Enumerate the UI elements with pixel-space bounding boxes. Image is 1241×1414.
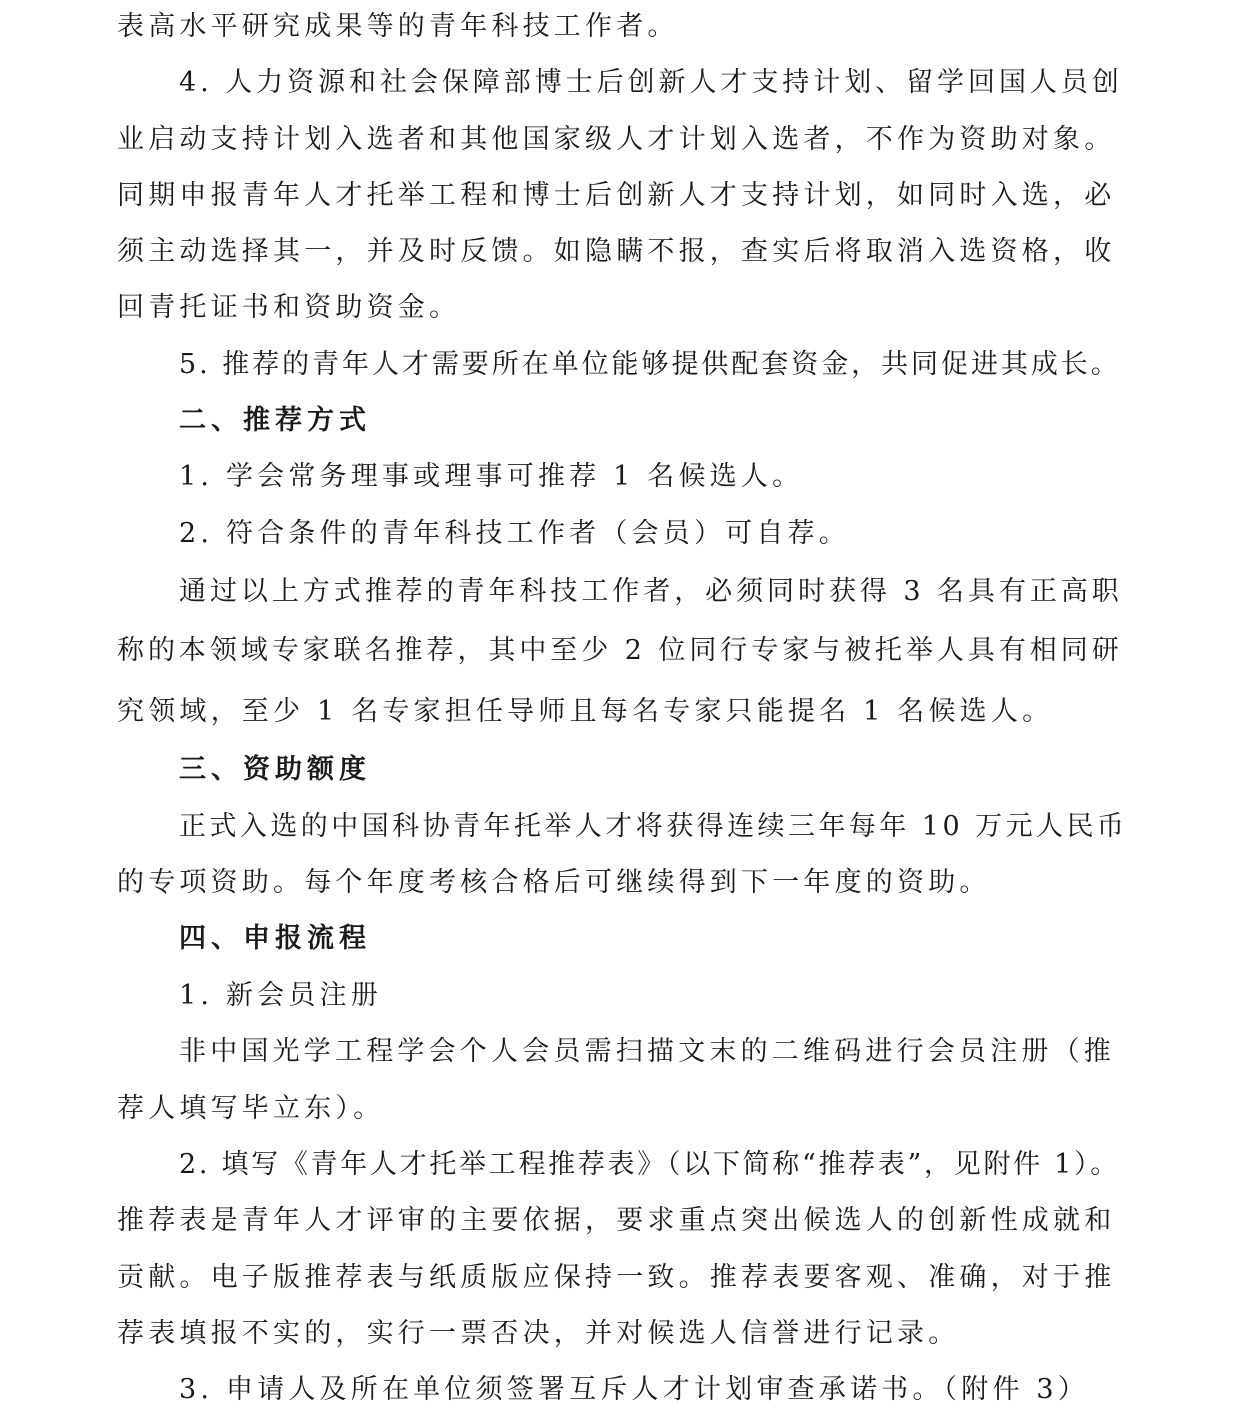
paragraph-line: 3. 申请人及所在单位须签署互斥人才计划审查承诺书。（附件 3） xyxy=(179,1374,1090,1405)
paragraph-line: 的专项资助。每个年度考核合格后可继续得到下一年度的资助。 xyxy=(117,867,991,898)
paragraph-line: 4. 人力资源和社会保障部博士后创新人才支持计划、留学回国人员创 xyxy=(179,67,1123,98)
paragraph-line: 2. 符合条件的青年科技工作者（会员）可自荐。 xyxy=(179,518,850,549)
paragraph-line: 通过以上方式推荐的青年科技工作者，必须同时获得 3 名具有正高职 xyxy=(179,576,1123,607)
paragraph-line: 正式入选的中国科协青年托举人才将获得连续三年每年 10 万元人民币 xyxy=(179,811,1128,842)
paragraph-line: 非中国光学工程学会个人会员需扫描文末的二维码进行会员注册（推 xyxy=(179,1036,1115,1067)
paragraph-line: 表高水平研究成果等的青年科技工作者。 xyxy=(117,11,679,42)
paragraph-line: 推荐表是青年人才评审的主要依据，要求重点突出候选人的创新性成就和 xyxy=(117,1205,1116,1236)
paragraph-line: 称的本领域专家联名推荐，其中至少 2 位同行专家与被托举人具有相同研 xyxy=(117,635,1123,666)
paragraph-line: 同期申报青年人才托举工程和博士后创新人才支持计划，如同时入选，必 xyxy=(117,180,1116,211)
paragraph-line: 5. 推荐的青年人才需要所在单位能够提供配套资金，共同促进其成长。 xyxy=(179,349,1121,380)
paragraph-line: 1. 新会员注册 xyxy=(179,980,382,1011)
section-heading: 二、推荐方式 xyxy=(179,405,371,436)
paragraph-line: 究领域，至少 1 名专家担任导师且每名专家只能提名 1 名候选人。 xyxy=(117,696,1054,727)
section-heading: 三、资助额度 xyxy=(179,754,371,785)
paragraph-line: 须主动选择其一，并及时反馈。如隐瞒不报，查实后将取消入选资格，收 xyxy=(117,236,1116,267)
paragraph-line: 贡献。电子版推荐表与纸质版应保持一致。推荐表要客观、准确，对于推 xyxy=(117,1262,1116,1293)
paragraph-line: 荐表填报不实的，实行一票否决，并对候选人信誉进行记录。 xyxy=(117,1318,960,1349)
paragraph-line: 回青托证书和资助资金。 xyxy=(117,292,461,323)
paragraph-line: 业启动支持计划入选者和其他国家级人才计划入选者，不作为资助对象。 xyxy=(117,124,1116,155)
paragraph-line: 荐人填写毕立东）。 xyxy=(117,1093,385,1124)
section-heading: 四、申报流程 xyxy=(179,923,371,954)
paragraph-line: 1. 学会常务理事或理事可推荐 1 名候选人。 xyxy=(179,461,804,492)
paragraph-line: 2. 填写《青年人才托举工程推荐表》（以下简称“推荐表”，见附件 1）。 xyxy=(179,1149,1120,1180)
